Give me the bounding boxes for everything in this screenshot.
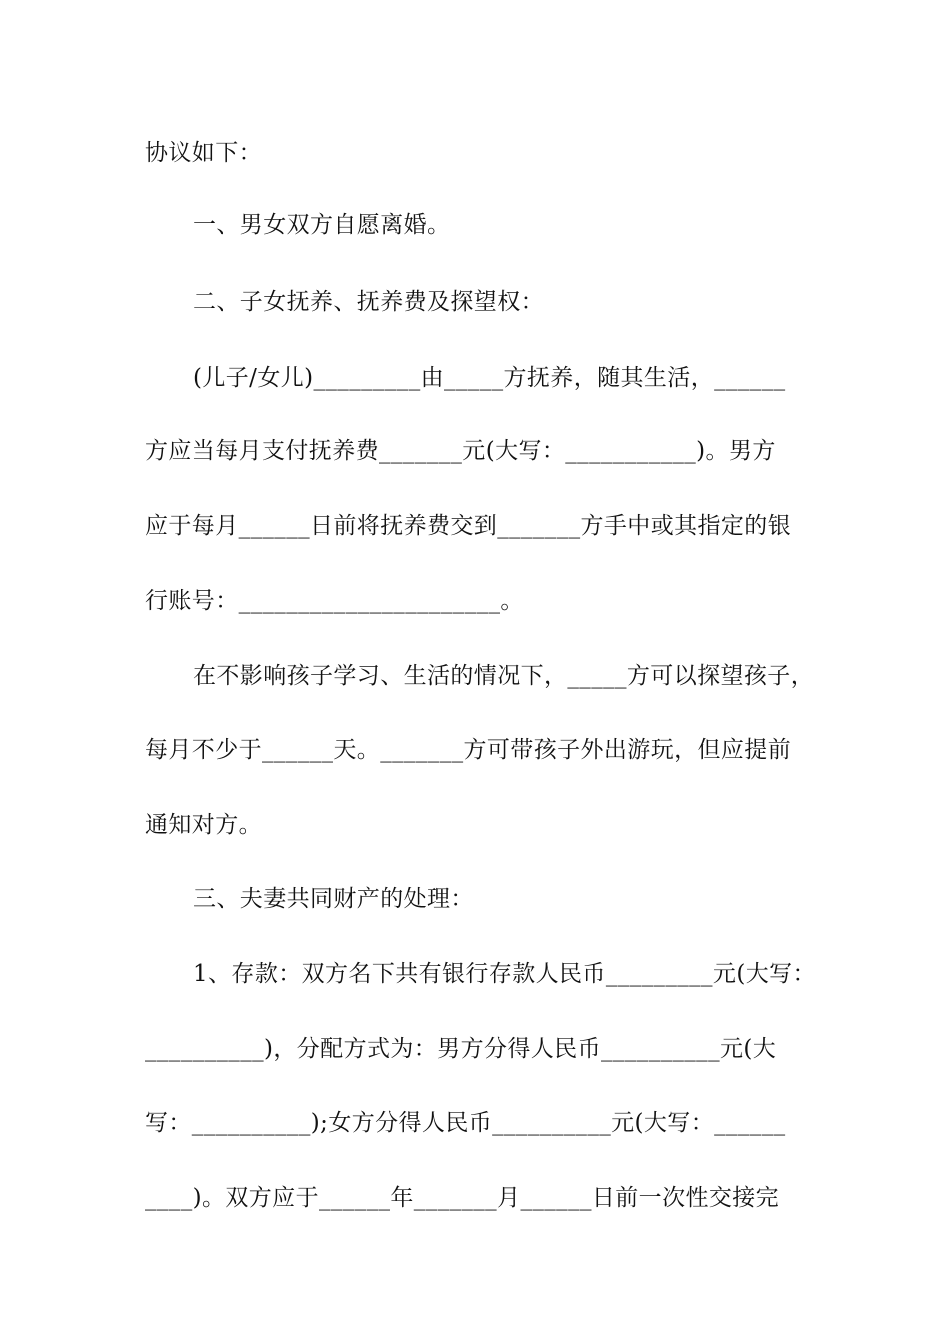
clause-heading-2: 二、子女抚养、抚养费及探望权： [193,289,544,315]
text-line: 协议如下： [145,140,262,166]
text-line: 方应当每月支付抚养费_______元(大写：___________)。男方 [145,438,776,464]
text-line: 行账号：______________________。 [145,588,524,614]
text-line: 1、存款：双方名下共有银行存款人民币_________元(大写： [193,961,816,987]
text-line: __________)，分配方式为：男方分得人民币__________元(大 [145,1036,777,1062]
text-line: 每月不少于______天。_______方可带孩子外出游玩，但应提前 [145,737,792,763]
text-line: (儿子/女儿)_________由_____方抚养，随其生活，______ [193,365,786,391]
text-line: 通知对方。 [145,812,262,838]
text-line: 写：__________);女方分得人民币__________元(大写：______ [145,1110,786,1136]
text-line: 在不影响孩子学习、生活的情况下，_____方可以探望孩子， [193,663,815,689]
text-line: 应于每月______日前将抚养费交到_______方手中或其指定的银 [145,513,792,539]
clause-heading-3: 三、夫妻共同财产的处理： [193,886,474,912]
clause-heading-1: 一、男女双方自愿离婚。 [193,212,451,238]
text-line: ____)。双方应于______年_______月______日前一次性交接完 [145,1185,780,1211]
